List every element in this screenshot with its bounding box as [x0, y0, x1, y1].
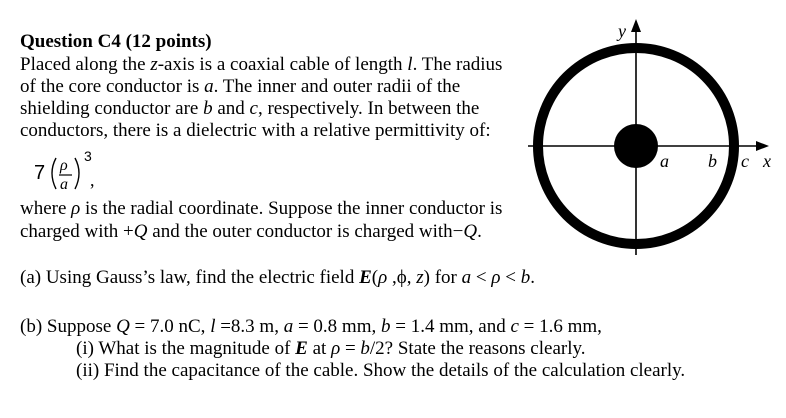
- radius-b-label: b: [708, 151, 717, 171]
- text: (i) What is the magnitude of: [76, 338, 296, 359]
- text: .: [530, 267, 535, 288]
- var-l: l: [210, 316, 216, 337]
- text: . The radius: [412, 54, 503, 75]
- coefficient: 7: [34, 162, 46, 184]
- text: Placed along the: [20, 54, 151, 75]
- exponent: 3: [84, 148, 92, 164]
- text: = 0.8 mm,: [293, 316, 381, 337]
- var-rho: ρ: [331, 338, 341, 359]
- var-rho: ρ: [491, 267, 501, 288]
- x-axis-label: x: [763, 151, 771, 171]
- text: where: [20, 198, 72, 219]
- var-a: a: [283, 316, 294, 337]
- trailing-comma: ,: [90, 170, 95, 190]
- text: ) for: [423, 267, 462, 288]
- text: and the outer conductor is charged with−: [147, 221, 464, 242]
- text: = 7.0 nC,: [129, 316, 211, 337]
- var-phi: ϕ: [396, 267, 407, 288]
- x-axis-arrowhead: [756, 141, 769, 151]
- y-axis-arrowhead: [631, 19, 641, 32]
- text: charged with +: [20, 221, 134, 242]
- var-q: Q: [463, 221, 478, 242]
- radius-a-label: a: [660, 151, 669, 171]
- text: ,: [406, 267, 417, 288]
- text: = 1.6 mm,: [518, 316, 602, 337]
- text: (ii) Find the capacitance of the cable. Show the details of the calculation clearly.: [76, 360, 686, 381]
- text: conductors, there is a dielectric with a relative permittivity of:: [20, 120, 491, 141]
- text: <: [471, 267, 492, 288]
- text: (b) Suppose: [20, 316, 117, 337]
- text: (a) Using Gauss’s law, find the electric field: [20, 267, 360, 288]
- var-q: Q: [116, 316, 130, 337]
- text: =: [340, 338, 361, 359]
- text: at: [307, 338, 332, 359]
- var-c: c: [510, 316, 519, 337]
- var-a: a: [461, 267, 472, 288]
- var-b: b: [203, 98, 213, 119]
- var-b: b: [360, 338, 370, 359]
- var-a: a: [204, 76, 214, 97]
- var-z: z: [416, 267, 424, 288]
- var-c: c: [249, 98, 258, 119]
- var-rho: ρ: [71, 198, 81, 219]
- text: ,: [387, 267, 397, 288]
- var-E: E: [295, 338, 308, 359]
- text: (: [371, 267, 379, 288]
- text: . The inner and outer radii of the: [213, 76, 461, 97]
- text: /2? State the reasons clearly.: [369, 338, 586, 359]
- fraction-denominator: a: [60, 176, 68, 193]
- question-title: Question C4 (12 points): [20, 31, 212, 52]
- radius-c-label: c: [741, 151, 749, 171]
- text: -axis is a coaxial cable of length: [157, 54, 408, 75]
- y-axis-label: y: [618, 21, 626, 41]
- var-z: z: [150, 54, 158, 75]
- text: .: [477, 221, 482, 242]
- var-rho: ρ: [378, 267, 388, 288]
- text: , respectively. In between the: [257, 98, 480, 119]
- inner-conductor-core: [614, 124, 658, 168]
- var-l: l: [407, 54, 413, 75]
- var-b: b: [381, 316, 391, 337]
- text: <: [500, 267, 521, 288]
- text: of the core conductor is: [20, 76, 205, 97]
- fraction-numerator: ρ: [60, 157, 68, 174]
- var-E: E: [359, 267, 372, 288]
- var-b: b: [520, 267, 531, 288]
- var-q: Q: [133, 221, 148, 242]
- text: is the radial coordinate. Suppose the inner conductor is: [80, 198, 503, 219]
- text: = 1.4 mm, and: [390, 316, 511, 337]
- text: =8.3 m,: [215, 316, 284, 337]
- text: shielding conductor are: [20, 98, 204, 119]
- text: and: [212, 98, 250, 119]
